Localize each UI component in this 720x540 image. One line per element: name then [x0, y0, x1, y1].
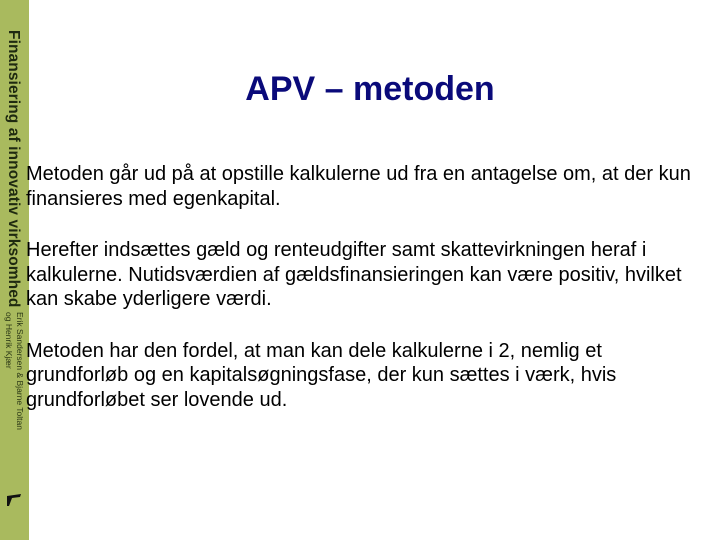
sidebar-authors-line-2: og Henrik Kjær [4, 312, 14, 369]
bullet-item: Herefter indsættes gæld og renteudgifter samt skattevirkningen heraf i kalkulerne. Nutidsværdien af gældsfinansieringen kan være positiv, hvilket kan skabe yderligere værdi. [26, 239, 682, 310]
slide-title: APV – metoden [245, 70, 495, 108]
sidebar-vertical-title: Finansiering af innovativ virksomhed [5, 30, 22, 308]
sidebar-authors-line-1: Erik Sandersen & Bjarne Toltan [15, 312, 25, 430]
bullet-item: Metoden har den fordel, at man kan dele kalkulerne i 2, nemlig et grundforløb og en kapitalsøgningsfase, der kun sættes i værk, hvis grundforløbet ser lovende ud. [26, 339, 617, 411]
publisher-logo-icon [6, 493, 22, 507]
bullet-list [26, 162, 706, 439]
sidebar-authors [3, 312, 25, 430]
bullet-item: Metoden går ud på at opstille kalkulerne ud fra en antagelse om, at der kun finansieres med egenkapital. [26, 163, 691, 210]
